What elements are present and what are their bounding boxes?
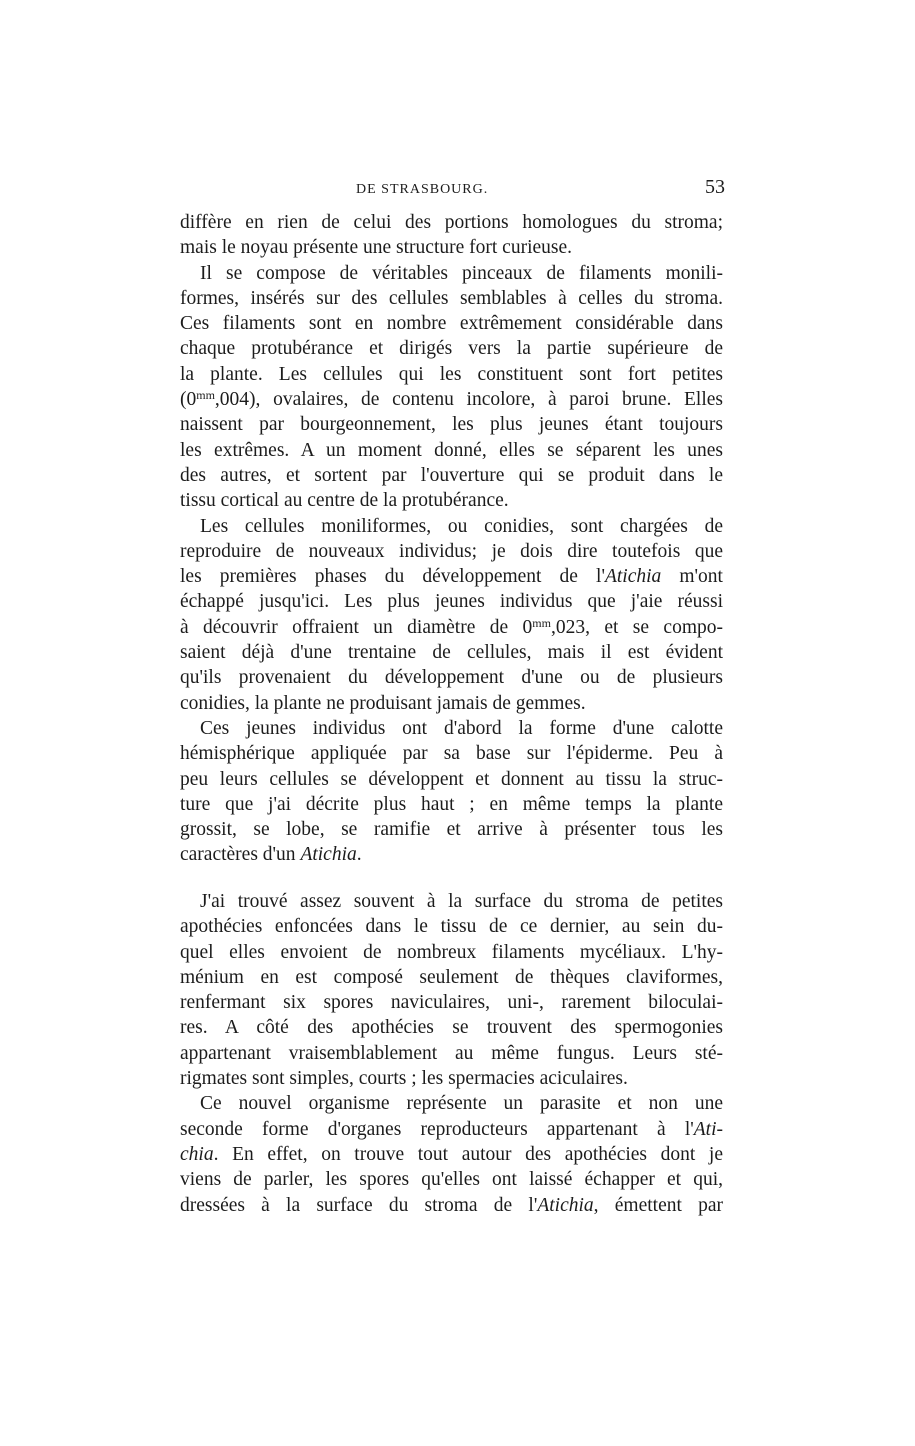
text-line: $(0^{mm},004)$, ovalaires, de contenu incolore, à paroi brune. Elles (180, 388, 723, 411)
text-line: dressées à la surface du stroma de l'Atichia, émettent par (180, 1194, 723, 1216)
text-line: ture que j'ai décrite plus haut ; en même temps la plante (180, 793, 723, 815)
text-line: formes, insérés sur des cellules semblables à celles du stroma. (180, 287, 723, 309)
text-line: peu leurs cellules se développent et donnent au tissu la struc- (180, 768, 723, 790)
text-line: saient déjà d'une trentaine de cellules, mais il est évident (180, 642, 723, 664)
text-line: appartenant vraisemblablement au même fungus. Leurs sté- (180, 1042, 723, 1064)
text-line: hémisphérique appliquée par sa base sur l'épiderme. Peu à (180, 743, 723, 765)
text-line: naissent par bourgeonnement, les plus jeunes étant toujours (180, 414, 723, 436)
text-line: Ces filaments sont en nombre extrêmement considérable dans (180, 313, 723, 335)
text-line: les premières phases du développement de l'Atichia m'ont (180, 566, 723, 588)
running-title: DE STRASBOURG. (356, 182, 489, 197)
text-line: des autres, et sortent par l'ouverture qui se produit dans le (180, 464, 723, 486)
text-line: ménium en est composé seulement de thèques claviformes, (180, 966, 723, 988)
text-line: conidies, la plante ne produisant jamais de gemmes. (180, 692, 586, 714)
text-line: tissu cortical au centre de la protubérance. (180, 490, 509, 512)
text-line: diffère en rien de celui des portions homologues du stroma; (180, 212, 723, 233)
text-line: J'ai trouvé assez souvent à la surface du stroma de petites (200, 891, 723, 912)
running-head (180, 178, 725, 204)
text-line: Ce nouvel organisme représente un parasite et non une (200, 1093, 723, 1115)
text-line: apothécies enfoncées dans le tissu de ce dernier, au sein du- (180, 916, 723, 938)
text-line: qu'ils provenaient du développement d'une ou de plusieurs (180, 667, 723, 689)
text-line: seconde forme d'organes reproducteurs appartenant à l'Ati- (180, 1118, 723, 1140)
text-line: renfermant six spores naviculaires, uni-, rarement biloculai- (180, 992, 723, 1014)
text-block-upper (180, 210, 723, 868)
text-line: chia. En effet, on trouve tout autour des apothécies dont je (180, 1143, 723, 1165)
text-block-lower (180, 889, 723, 1218)
text-line: à découvrir offraient un diamètre de $0^{mm},023$, et se compo- (180, 615, 723, 638)
text-line: Ces jeunes individus ont d'abord la forme d'une calotte (200, 717, 723, 739)
text-line: caractères d'un Atichia. (180, 844, 362, 866)
text-line: rigmates sont simples, courts ; les spermacies aciculaires. (180, 1068, 628, 1090)
text-line: chaque protubérance et dirigés vers la partie supérieure de (180, 338, 723, 360)
page-number: 53 (705, 176, 725, 198)
text-line: Il se compose de véritables pinceaux de filaments monili- (200, 262, 723, 284)
text-line: mais le noyau présente une structure fort curieuse. (180, 237, 573, 259)
text-line: les extrêmes. A un moment donné, elles se séparent les unes (180, 439, 723, 461)
text-line: res. A côté des apothécies se trouvent des spermogonies (180, 1017, 723, 1039)
text-line: grossit, se lobe, se ramifie et arrive à présenter tous les (180, 819, 723, 841)
text-line: la plante. Les cellules qui les constituent sont fort petites (180, 363, 723, 385)
text-line: viens de parler, les spores qu'elles ont laissé échapper et qui, (180, 1169, 723, 1191)
text-line: quel elles envoient de nombreux filaments mycéliaux. L'hy- (180, 941, 723, 963)
text-line: reproduire de nouveaux individus; je dois dire toutefois que (180, 540, 723, 562)
text-line: Les cellules moniliformes, ou conidies, sont chargées de (200, 515, 723, 537)
text-line: échappé jusqu'ici. Les plus jeunes individus que j'aie réussi (180, 591, 723, 613)
